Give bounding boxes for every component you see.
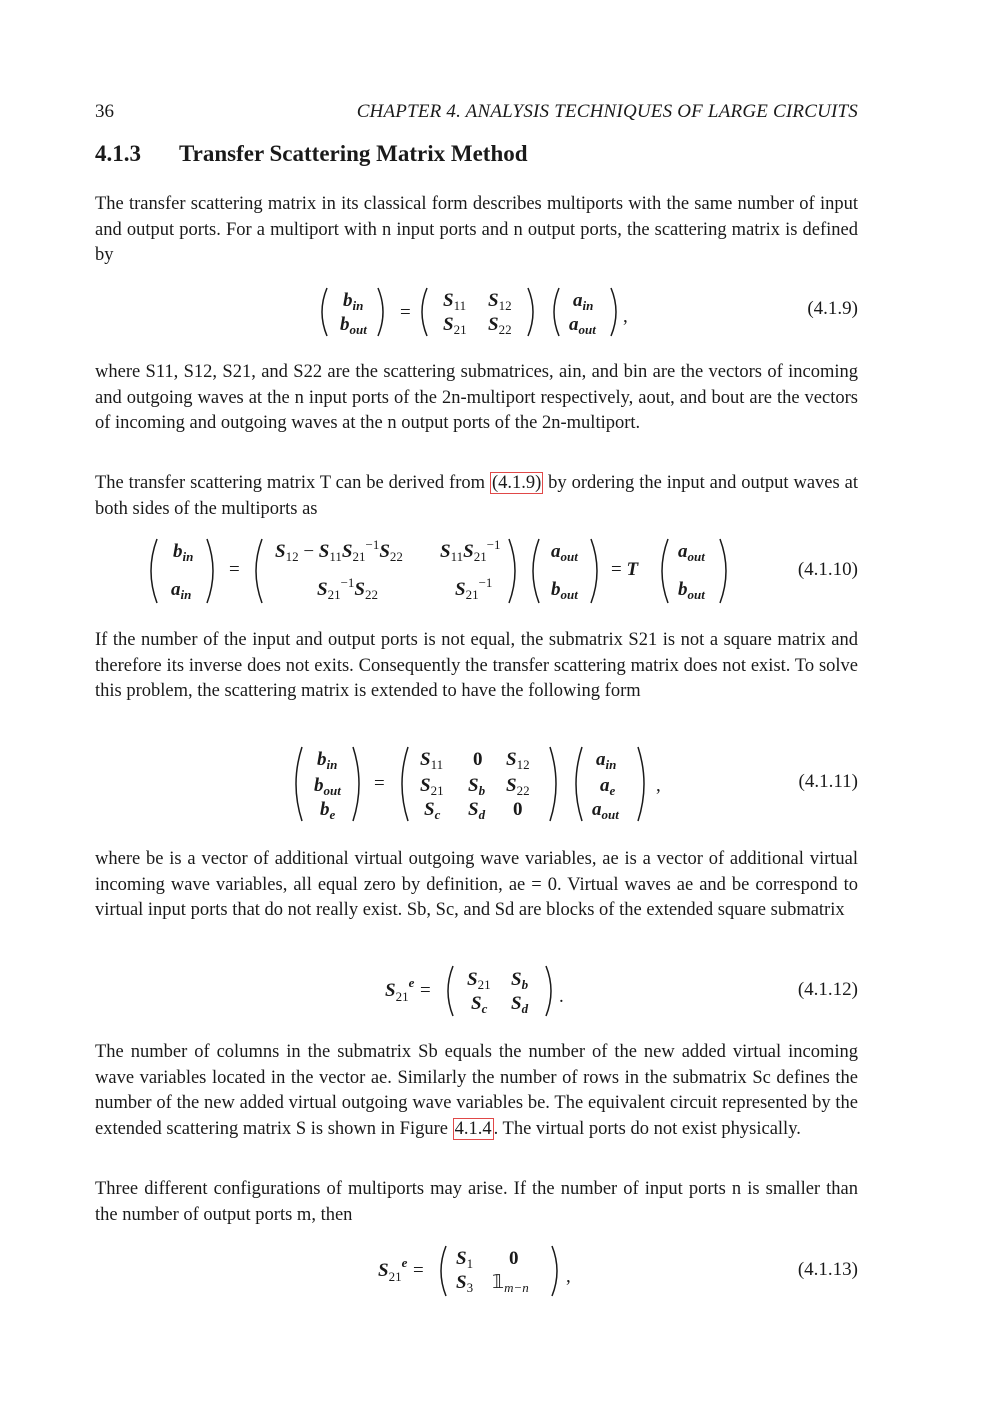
paragraph-3-text-a: The transfer scattering matrix T can be derived from	[95, 473, 490, 493]
paragraph-5: where be is a vector of additional virtual outgoing wave variables, ae is a vector of additional virtual incoming wave variables, all equal zero by definition, ae = 0. Virtual waves ae and be correspond to virtual input ports that do not really exist. Sb, Sc, and Sd are blocks of the extended square submatrix	[95, 849, 858, 920]
svg-text:aout: $a_{out}$	[551, 541, 578, 564]
section-number: 4.1.3	[95, 141, 141, 166]
svg-text:aout: $a_{out}$	[592, 799, 619, 822]
equation-tag: (4.1.10)	[797, 559, 858, 580]
svg-text:,: ,	[566, 1266, 571, 1287]
svg-text:𝟙m−n: $𝟙_{m-n}$	[492, 1272, 529, 1295]
svg-text:.: .	[559, 986, 564, 1007]
svg-text:Sc: $S_c$	[471, 993, 488, 1016]
svg-text:be: $b_e$	[320, 799, 336, 822]
section-title: Transfer Scattering Matrix Method	[179, 141, 528, 166]
section-heading	[95, 141, 528, 167]
svg-text:S22: $S_{22}$	[488, 314, 512, 337]
svg-text:=: =	[374, 773, 385, 794]
svg-text:S11S21−1: $S_{11}S_{21}^{-1}$	[440, 537, 501, 564]
equation-4-1-13	[95, 1242, 858, 1300]
svg-text:aout: $a_{out}$	[678, 541, 705, 564]
equation-reference-link[interactable]: (4.1.9)	[491, 473, 542, 493]
svg-text:S21e: $S_{21}^e$	[378, 1255, 408, 1284]
svg-text:,: ,	[623, 306, 628, 327]
svg-text:=: =	[420, 980, 431, 1001]
svg-text:S21−1: $S_{21}^{-1}$	[455, 575, 493, 602]
svg-text:S21e: $S_{21}^e$	[385, 975, 415, 1004]
svg-text:0: 0	[473, 749, 483, 770]
svg-text:ae: $a_e$	[600, 775, 616, 798]
equation-4-1-11	[95, 743, 858, 825]
equation-tag: (4.1.11)	[798, 771, 858, 792]
svg-text:bout: $b_{out}$	[340, 314, 367, 337]
paragraph-6-text-a: The number of columns in the submatrix Sb equals the number of the new added virtual incoming wave variables located in the vector ae. Similarly the number of rows in the submatrix Sc defines the number of the new added virtual outgoing wave variables be. The equivalent circuit represented by the extended scattering matrix S is shown in Figure	[95, 1042, 858, 1139]
paragraph-6-text-b: . The virtual ports do not exist physically.	[493, 1118, 801, 1139]
svg-text:S21: $S_{21}$	[467, 969, 491, 992]
paragraph-7: Three different configurations of multiports may arise. If the number of input ports n is smaller than the number of output ports m, then	[95, 1179, 858, 1225]
figure-reference-link[interactable]: 4.1.4	[454, 1118, 492, 1139]
svg-text:ain: $a_{in}$	[596, 749, 617, 772]
svg-text:S12: $S_{12}$	[488, 290, 512, 313]
equation-tag: (4.1.13)	[797, 1259, 858, 1280]
paragraph-2: where S11, S12, S21, and S22 are the scattering submatrices, ain, and bin are the vectors of incoming and outgoing waves at the n input ports of the 2n-multiport respectively, aout, and bout are the vectors of incoming and outgoing waves at the n output ports of the 2n-multiport.	[95, 362, 858, 433]
paragraph-3-text-b: by ordering the input and output waves at both sides of the multiports as	[95, 473, 858, 519]
svg-text:=: =	[400, 302, 411, 323]
svg-text:ain: $a_{in}$	[573, 290, 594, 313]
svg-text:S11: $S_{11}$	[443, 290, 467, 313]
svg-text:S21: $S_{21}$	[420, 775, 444, 798]
svg-text:S12: $S_{12}$	[506, 749, 530, 772]
svg-text:0: 0	[509, 1248, 519, 1269]
svg-text:S1: $S_1$	[456, 1248, 474, 1271]
equation-4-1-9	[95, 282, 858, 342]
svg-text:aout: $a_{out}$	[569, 314, 596, 337]
svg-text:=: =	[229, 559, 240, 580]
svg-text:bin: $b_{in}$	[317, 749, 338, 772]
svg-text:,: ,	[656, 775, 661, 796]
svg-text:Sb: $S_b$	[468, 775, 486, 798]
svg-text:S22: $S_{22}$	[506, 775, 530, 798]
paragraph-3	[95, 471, 858, 522]
equation-tag: (4.1.12)	[797, 979, 858, 1000]
svg-text:Sd: $S_d$	[511, 993, 529, 1016]
svg-text:ain: $a_{in}$	[171, 579, 192, 602]
equation-4-1-12	[95, 962, 858, 1020]
svg-text:Sb: $S_b$	[511, 969, 529, 992]
svg-text:= T: = T	[611, 559, 639, 580]
equation-4-1-13-body	[376, 1242, 776, 1300]
equation-4-1-10-body	[145, 535, 825, 607]
page-number: 36	[95, 101, 114, 122]
svg-text:bout: $b_{out}$	[314, 775, 341, 798]
svg-text:bin: $b_{in}$	[173, 541, 194, 564]
svg-text:=: =	[413, 1260, 424, 1281]
paragraph-1: The transfer scattering matrix in its classical form describes multiports with the same number of input and output ports. For a multiport with n input ports and n output ports, the scattering matrix is defined by	[95, 194, 858, 265]
svg-text:S11: $S_{11}$	[420, 749, 444, 772]
equation-4-1-12-body	[383, 962, 783, 1020]
svg-text:bin: $b_{in}$	[343, 290, 364, 313]
paragraph-4: If the number of the input and output ports is not equal, the submatrix S21 is not a square matrix and therefore its inverse does not exits. Consequently the transfer scattering matrix does not exist. To solve this problem, the scattering matrix is extended to have the following form	[95, 630, 858, 701]
svg-text:S12 − S11S21−1S22: $S_{12} - S_{11}S_{21}^{-1}S_{22}$	[275, 537, 403, 564]
equation-4-1-10	[95, 535, 858, 607]
paragraph-6	[95, 1040, 858, 1142]
svg-text:bout: $b_{out}$	[551, 579, 578, 602]
equation-tag: (4.1.9)	[807, 298, 858, 319]
svg-text:S21: $S_{21}$	[443, 314, 467, 337]
svg-text:Sc: $S_c$	[424, 799, 441, 822]
svg-text:0: 0	[513, 799, 523, 820]
svg-text:S21−1S22: $S_{21}^{-1}S_{22}$	[317, 575, 378, 602]
svg-text:Sd: $S_d$	[468, 799, 486, 822]
svg-text:S3: $S_3$	[456, 1272, 474, 1295]
svg-text:bout: $b_{out}$	[678, 579, 705, 602]
running-title: CHAPTER 4. ANALYSIS TECHNIQUES OF LARGE CIRCUITS	[356, 101, 858, 122]
